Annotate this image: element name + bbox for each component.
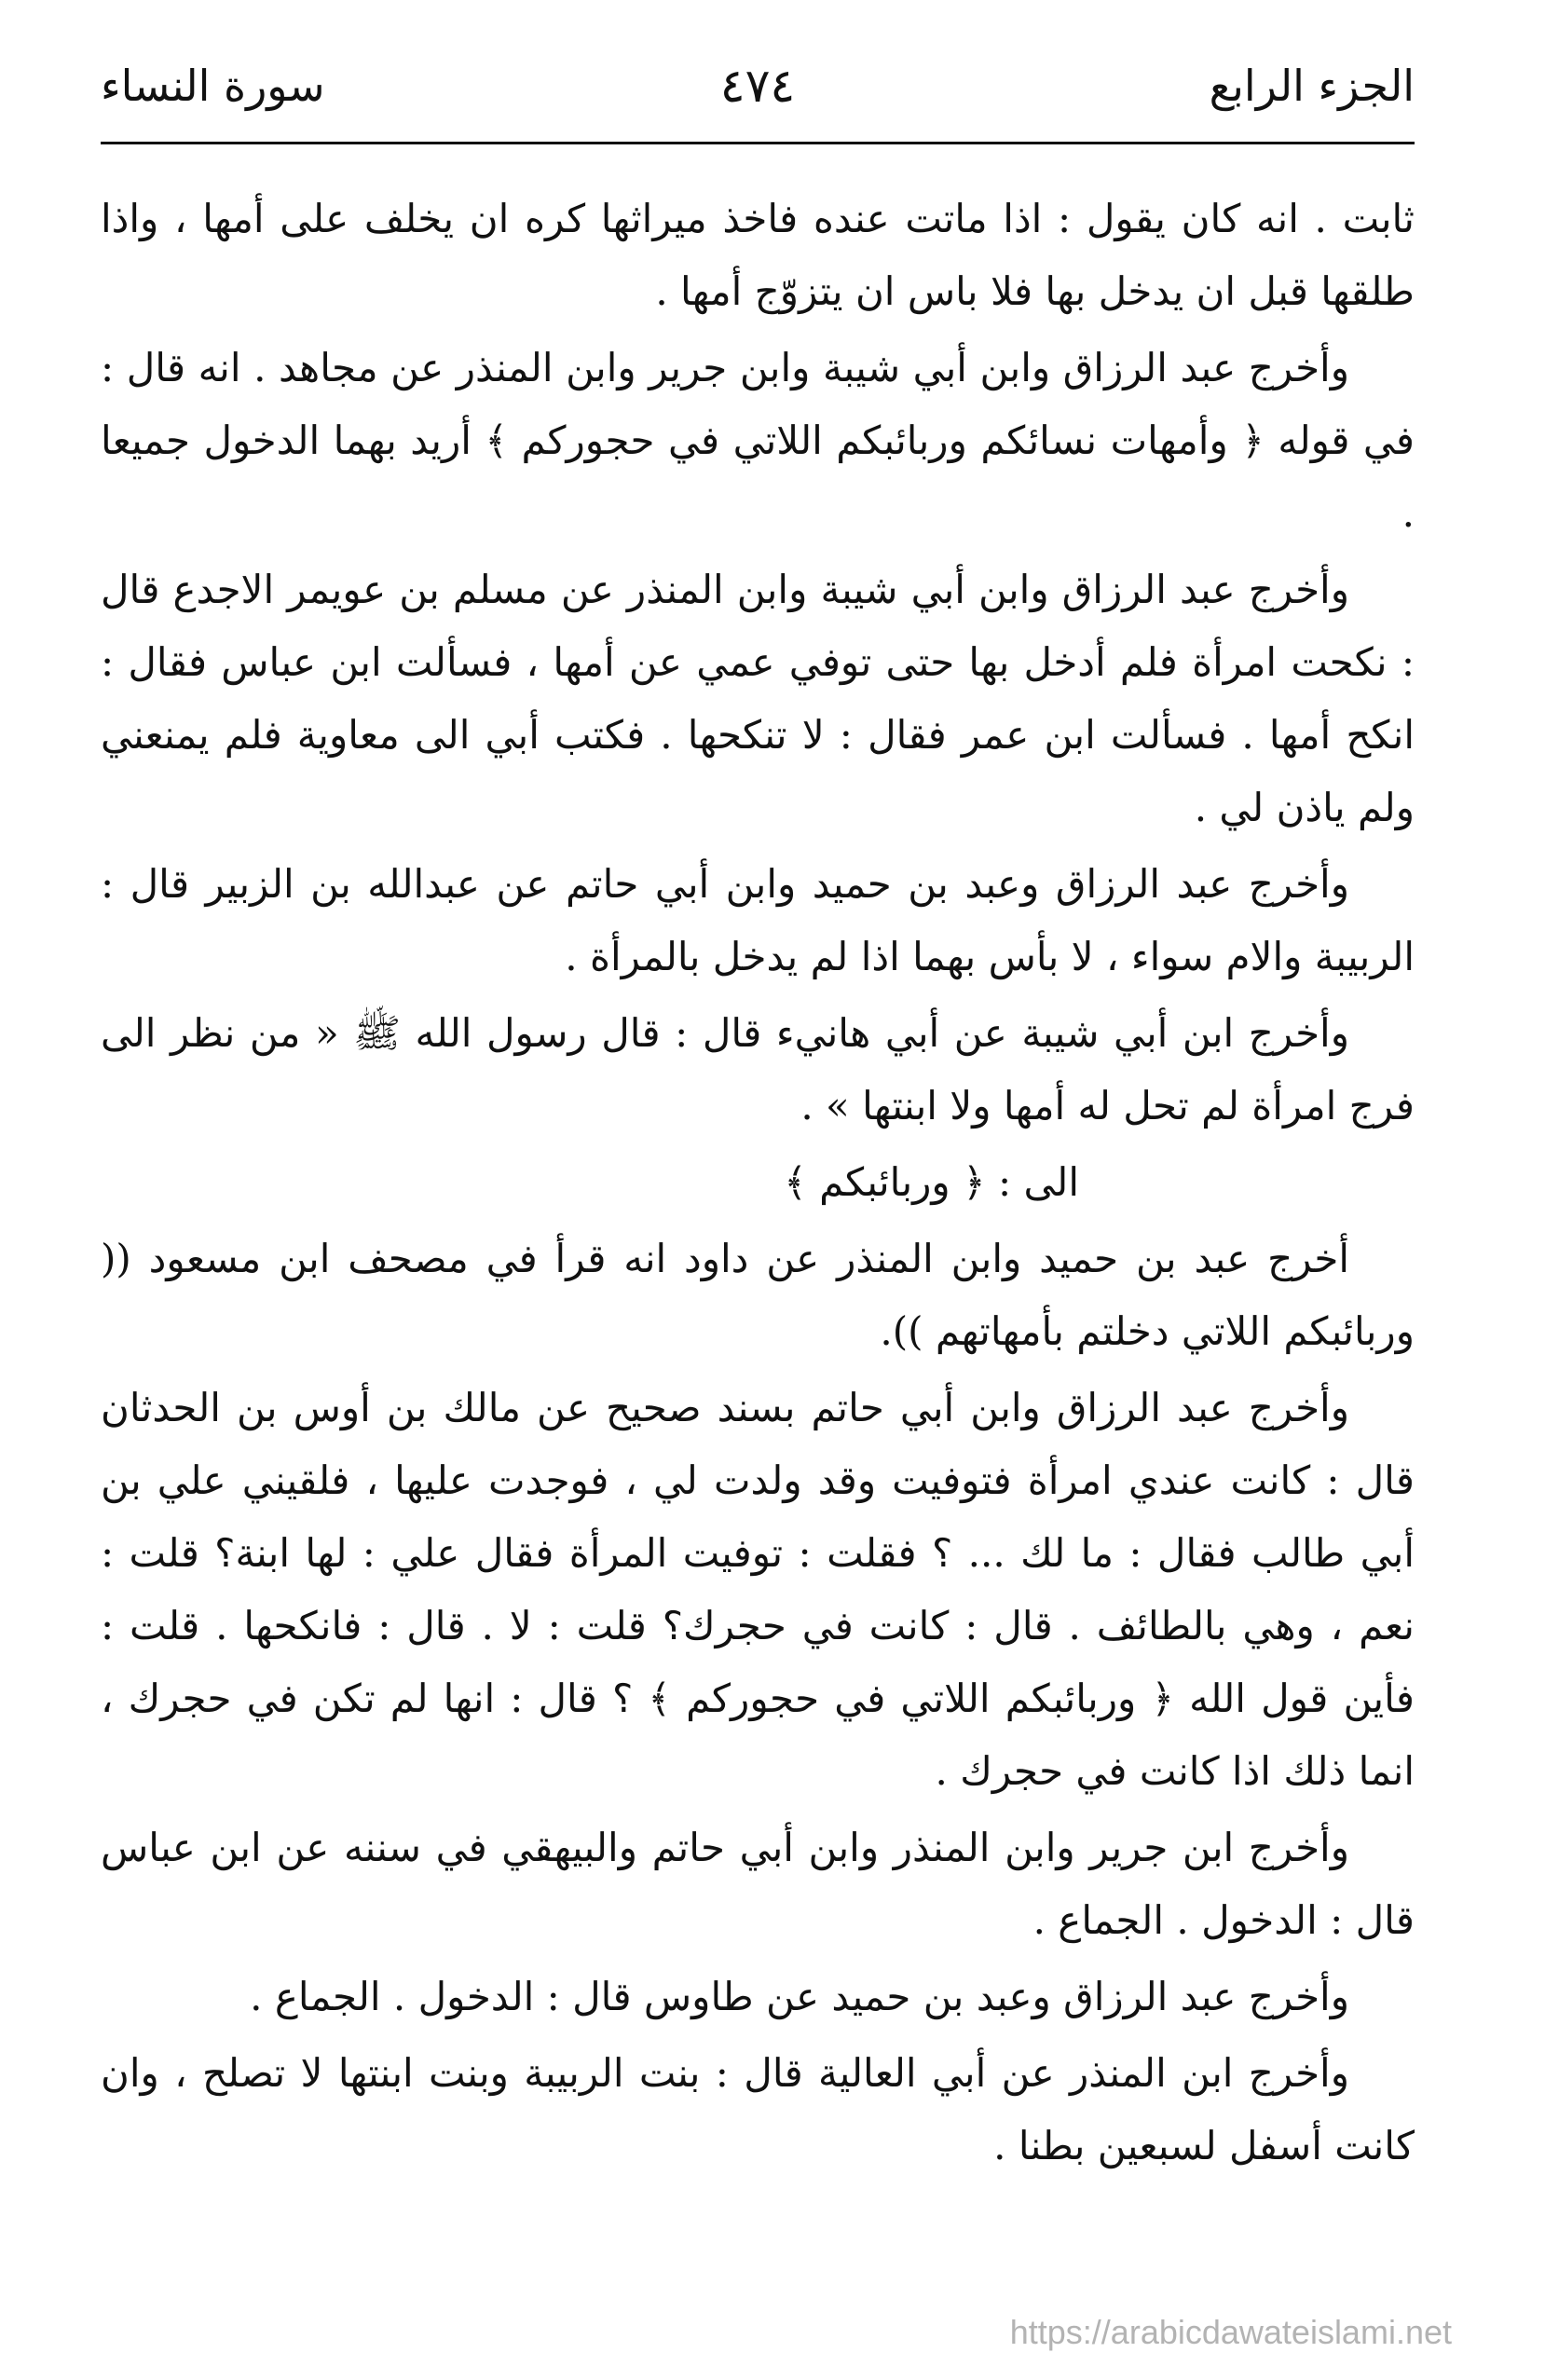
page-header — [101, 48, 1415, 132]
paragraph: وأخرج ابن المنذر عن أبي العالية قال : بنت الربيبة وبنت ابنتها لا تصلح ، وان كانت أسفل لسبعين بطنا . — [101, 2050, 1415, 2168]
paragraph: وأخرج ابن جرير وابن المنذر وابن أبي حاتم والبيهقي في سننه عن ابن عباس قال : الدخول . الجماع . — [101, 1825, 1415, 1943]
paragraph: وأخرج عبد الرزاق وعبد بن حميد وابن أبي حاتم عن عبدالله بن الزبير قال : الربيبة والام سواء ، لا بأس بهما اذا لم يدخل بالمرأة . — [101, 861, 1415, 979]
paragraph: وأخرج عبد الرزاق وعبد بن حميد عن طاوس قال : الدخول . الجماع . — [250, 1974, 1349, 2019]
section-heading: الى : ﴿ وربائبكم ﴾ — [784, 1159, 1079, 1205]
paragraph: ثابت . انه كان يقول : اذا ماتت عنده فاخذ ميراثها كره ان يخلف على أمها ، واذا طلقها قبل ان يدخل بها فلا باس ان يتزوّج أمها . — [101, 196, 1415, 314]
paragraph: وأخرج عبد الرزاق وابن أبي حاتم بسند صحيح عن مالك بن أوس بن الحدثان قال : كانت عندي امرأة فتوفيت وقد ولدت لي ، فوجدت عليها ، فلقيني علي بن أبي طالب فقال : ما لك ... ؟ فقلت : توفيت المرأة فقال علي : لها ابنة؟ قلت : نعم ، وهي بالطائف . قال : كانت في حجرك؟ قلت : لا . قال : فانكحها . قلت : فأين قول الله ﴿ وربائبكم اللاتي في حجوركم ﴾ ؟ قال : انها لم تكن في حجرك ، انما ذلك اذا كانت في حجرك . — [101, 1385, 1415, 1794]
header-divider — [101, 142, 1415, 144]
watermark-url: https://arabicdawateislami.net — [1009, 2313, 1452, 2351]
paragraph: وأخرج ابن أبي شيبة عن أبي هانيء قال : قال رسول الله ﷺ « من نظر الى فرج امرأة لم تحل له أمها ولا ابنتها » . — [101, 1010, 1415, 1128]
part-label: الجزء الرابع — [1209, 61, 1415, 111]
paragraph: وأخرج عبد الرزاق وابن أبي شيبة وابن المنذر عن مسلم بن عويمر الاجدع قال : نكحت امرأة فلم أدخل بها حتى توفي عمي عن أمها ، فسألت ابن عباس فقال : انكح أمها . فسألت ابن عمر فقال : لا تنكحها . فكتب أبي الى معاوية فلم يمنعني ولم ياذن لي . — [101, 567, 1415, 830]
surah-label: سورة النساء — [101, 61, 325, 111]
page-body — [101, 183, 1415, 2186]
paragraph: وأخرج عبد الرزاق وابن أبي شيبة وابن جرير وابن المنذر عن مجاهد . انه قال : في قوله ﴿ وأمهات نسائكم وربائبكم اللاتي في حجوركم ﴾ أريد بهما الدخول جميعا . — [101, 345, 1415, 536]
paragraph: أخرج عبد بن حميد وابن المنذر عن داود انه قرأ في مصحف ابن مسعود (( وربائبكم اللاتي دخلتم بأمهاتهم )). — [101, 1236, 1415, 1354]
page-number: ٤٧٤ — [719, 59, 796, 113]
